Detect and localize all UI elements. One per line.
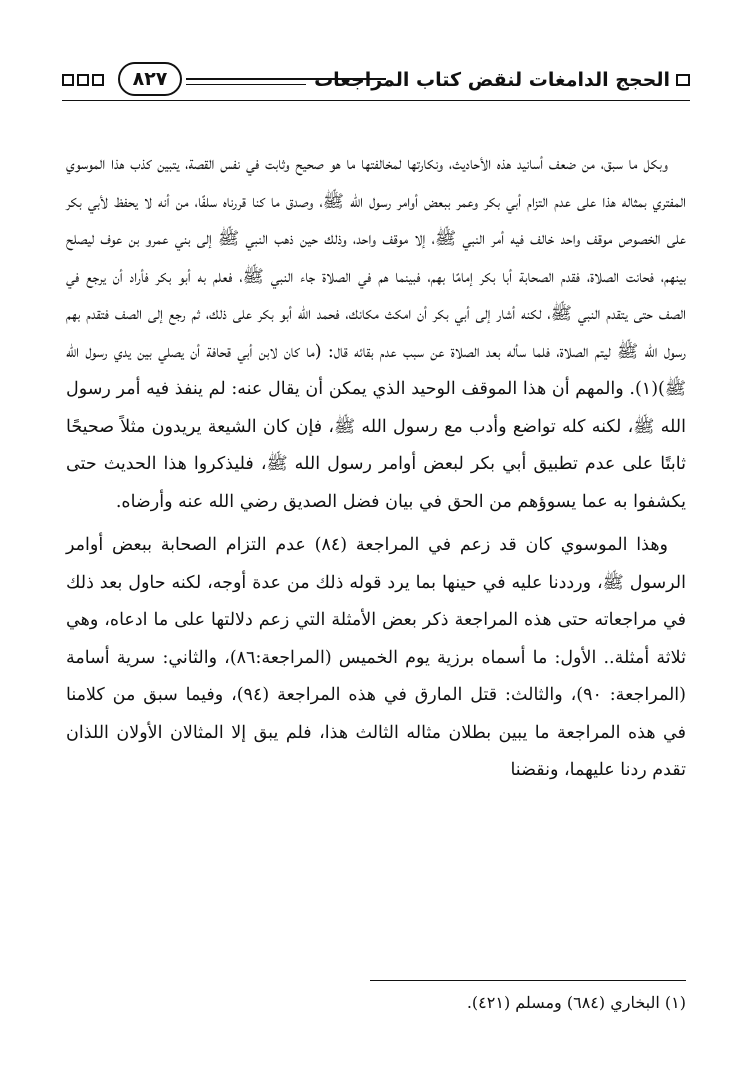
running-header-title: الحجج الدامغات لنقض كتاب المراجعات — [314, 69, 670, 91]
body-text — [66, 146, 686, 790]
footnote-separator — [370, 980, 686, 981]
header-ornament-right — [676, 74, 690, 86]
paragraph: وهذا الموسوي كان قد زعم في المراجعة (٨٤) عدم التزام الصحابة ببعض أوامر الرسول ﷺ، ورددنا عليه في حينها بما يرد قوله ذلك من عدة أوجه، لكنه حاول بعد ذلك في مراجعاته حتى هذه المراجعة ذكر بعض الأمثلة التي زعم دلالتها على ما ادعاه، وهي ثلاثة أمثلة.. الأول: ما أسماه برزية يوم الخميس (المراجعة:٨٦)، والثاني: سرية أسامة (المراجعة: ٩٠)، والثالث: قتل المارق في هذه المراجعة (٩٤)، وفيما سبق من كلامنا في هذه المراجعة ما يبين بطلان مثاله الثالث هذا، فلم يبق إلا المثالان الأولان اللذان تقدم ردنا عليهما، ونقضنا — [66, 535, 686, 780]
ornament-block — [62, 74, 74, 86]
header-ornament-left — [62, 71, 112, 89]
footnote: (١) البخاري (٦٨٤) ومسلم (٤٢١). — [466, 993, 686, 1012]
paragraph: وبكل ما سبق، من ضعف أسانيد هذه الأحاديث، ونكارتها لمخالفتها ما هو صحيح وثابت في نفس القصة، يتبين كذب هذا الموسوي المفتري بمثاله هذا على عدم التزام أبي بكر وعمر ببعض أوامر رسول الله ﷺ، وصدق ما كنا قررناه سلفًا، من أنه لا يحفظ لأبي بكر على الخصوص موقف واحد خالف فيه أمر النبي ﷺ، إلا موقف واحد، وذلك حين ذهب النبي ﷺ إلى بني عمرو بن عوف ليصلح بينهم، فحانت الصلاة، فقدم الصحابة أبا بكر إمامًا بهم، فبينما هم في الصلاة جاء النبي ﷺ، فعلم به أبو بكر فأراد أن يرجع في الصف حتى يتقدم النبي ﷺ، لكنه أشار إلى أبي بكر أن امكث مكانك، فحمد الله أبو بكر على ذلك، ثم رجع إلى الصف فتقدم بهم رسول الله ﷺ ليتم الصلاة، فلما سأله بعد الصلاة عن سبب عدم بقائه قال: (ما كان لابن أبي قحافة أن يصلي بين يدي رسول الله ﷺ)(١). والمهم أن هذا الموقف الوحيد الذي يمكن أن يقال عنه: لم ينفذ فيه أمر رسول الله ﷺ، لكنه كله تواضع وأدب مع رسول الله ﷺ، فإن كان الشيعة يريدون مثلاً صحيحًا ثابتًا على عدم تطبيق أبي بكر لبعض أوامر رسول الله ﷺ، فليذكروا هذا الحديث حتى يكشفوا به عما يسوؤهم من الحق في بيان فضل الصديق رضي الله عنه وأرضاه. — [66, 154, 686, 512]
header-underline — [62, 100, 690, 101]
ornament-block — [92, 74, 104, 86]
page-header — [62, 62, 690, 102]
page-number: ٨٢٧ — [118, 62, 182, 96]
ornament-block — [77, 74, 89, 86]
header-decorative-rule-thin — [186, 84, 306, 85]
